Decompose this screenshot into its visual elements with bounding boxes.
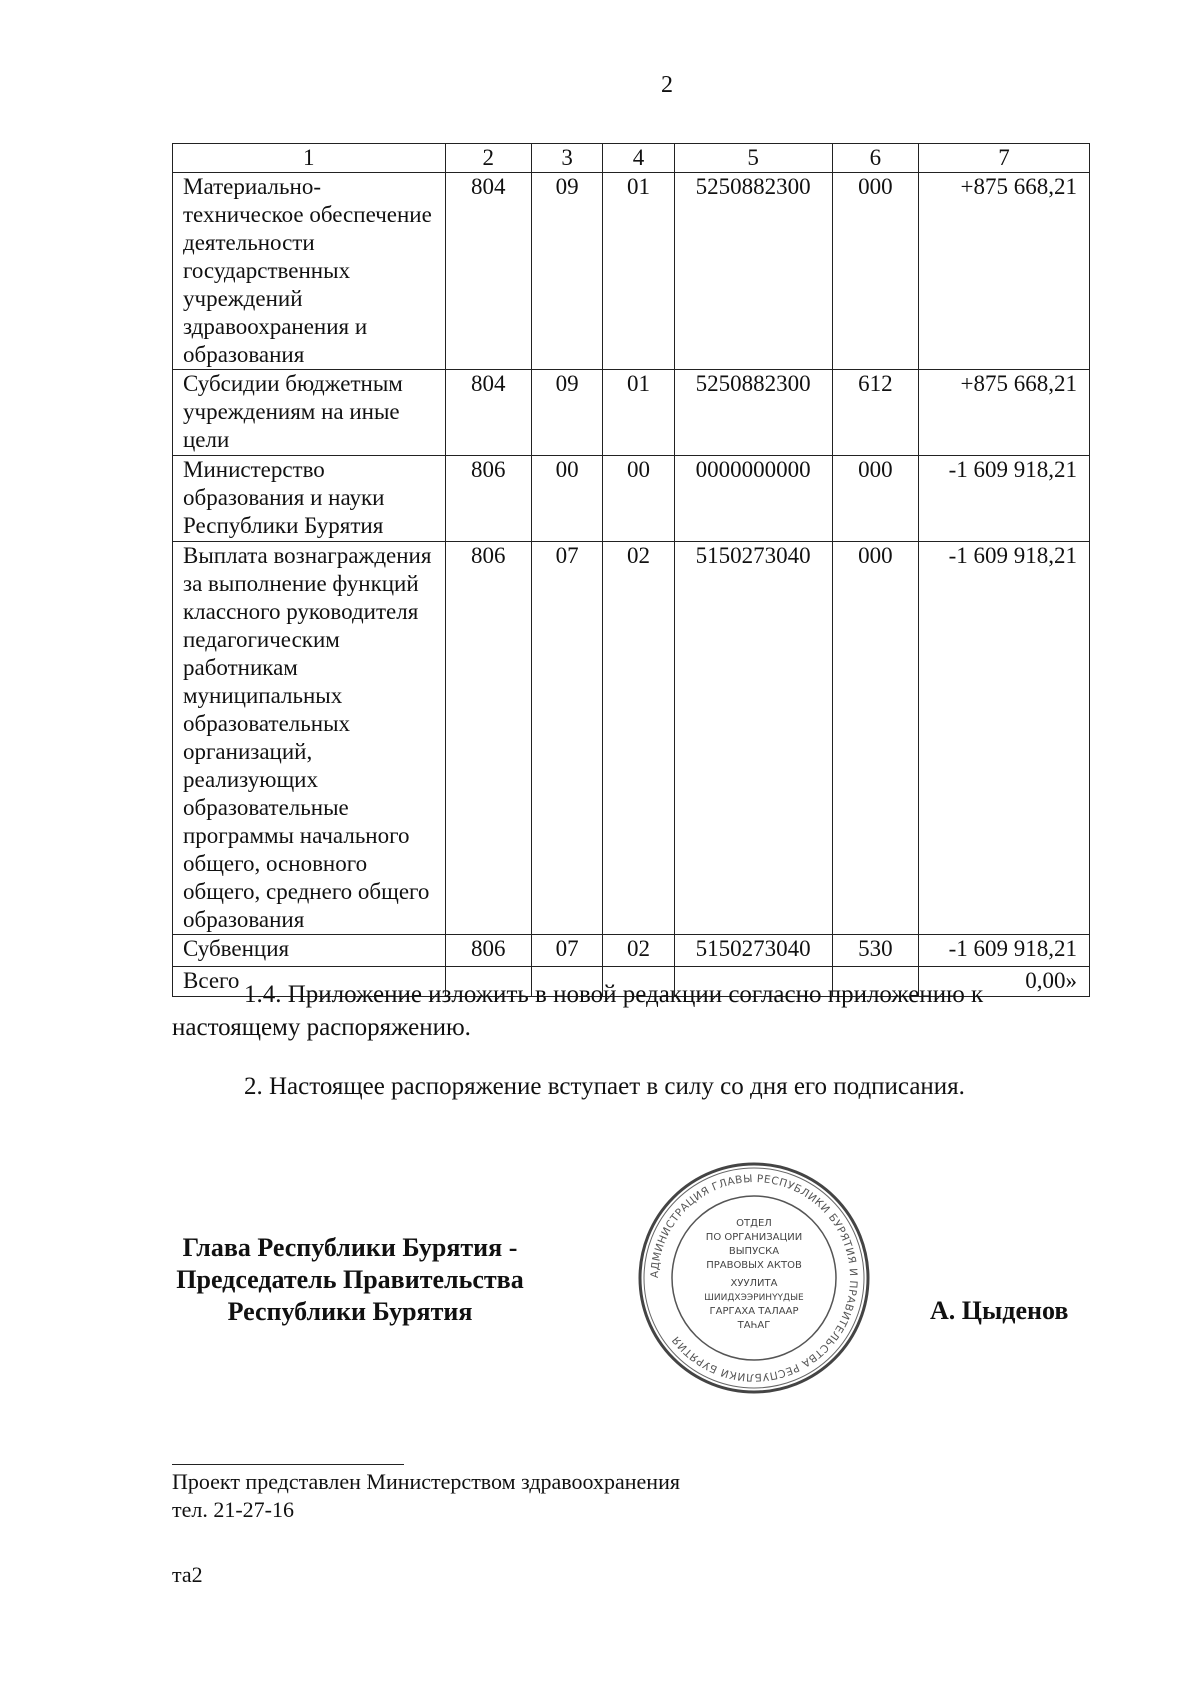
row-cell: 09 (532, 173, 603, 370)
table-row (173, 173, 1090, 370)
table-row (173, 370, 1090, 456)
seal-text-line: ОТДЕЛ (736, 1218, 772, 1229)
table-header-cell: 4 (603, 144, 674, 173)
row-cell: 02 (603, 542, 674, 935)
seal-outer-text: АДМИНИСТРАЦИЯ ГЛАВЫ РЕСПУБЛИКИ БУРЯТИЯ И ПРАВИТЕЛЬСТВА РЕСПУБЛИКИ БУРЯТИЯ (648, 1172, 860, 1384)
footnote (172, 1468, 680, 1524)
row-name: Субвенция (173, 935, 446, 967)
footnote-line: Проект представлен Министерством здравоохранения (172, 1469, 680, 1494)
signatory-title-line: Председатель Правительства (176, 1265, 524, 1294)
paragraph-2-text: 2. Настоящее распоряжение вступает в силу со дня его подписания. (244, 1073, 965, 1100)
row-cell: 5150273040 (674, 542, 832, 935)
row-amount: +875 668,21 (919, 173, 1090, 370)
row-cell: 612 (832, 370, 919, 456)
row-cell: 07 (532, 935, 603, 967)
row-cell: 00 (532, 456, 603, 542)
table-header-cell: 5 (674, 144, 832, 173)
signatory-title (140, 1232, 560, 1328)
row-cell: 00 (603, 456, 674, 542)
row-name: Выплата вознаграждения за выполнение функций классного руководителя педагогическим работникам муниципальных образовательных организаций, реализующих образовательные программы начального общего, основного общего, среднего общего образования (173, 542, 446, 935)
row-cell: 000 (832, 542, 919, 935)
table-header-cell: 6 (832, 144, 919, 173)
signatory-title-line: Глава Республики Бурятия - (182, 1233, 518, 1262)
signatory-title-line: Республики Бурятия (227, 1297, 473, 1326)
table-row (173, 935, 1090, 967)
row-cell: 806 (445, 935, 532, 967)
total-label: Всего (173, 967, 446, 997)
seal-text-line: ПРАВОВЫХ АКТОВ (706, 1260, 802, 1271)
row-cell: 000 (832, 173, 919, 370)
row-amount: -1 609 918,21 (919, 935, 1090, 967)
seal-text-line: ГАРГАХА ТАЛААР (709, 1306, 799, 1317)
document-code: та2 (172, 1562, 203, 1587)
row-cell: 02 (603, 935, 674, 967)
row-cell: 804 (445, 173, 532, 370)
footnote-line: тел. 21-27-16 (172, 1497, 295, 1522)
table-row (173, 456, 1090, 542)
seal-text-line: ХУУЛИТА (730, 1278, 778, 1289)
budget-table (172, 143, 1090, 997)
row-cell: 5250882300 (674, 173, 832, 370)
row-amount: -1 609 918,21 (919, 542, 1090, 935)
official-seal-icon (636, 1160, 872, 1396)
table-header-cell: 3 (532, 144, 603, 173)
row-cell: 530 (832, 935, 919, 967)
table-header-cell: 7 (919, 144, 1090, 173)
row-cell: 000 (832, 456, 919, 542)
row-cell: 5250882300 (674, 370, 832, 456)
row-cell: 806 (445, 542, 532, 935)
signatory-name: А. Цыденов (930, 1296, 1069, 1325)
footnote-divider (172, 1464, 404, 1465)
table-row (173, 542, 1090, 935)
paragraph-2 (172, 1070, 1092, 1103)
row-name: Субсидии бюджетным учреждениям на иные цели (173, 370, 446, 456)
paragraph-1-4-text: 1.4. Приложение изложить в новой редакции согласно приложению к настоящему распоряжению. (172, 981, 984, 1041)
row-cell: 0000000000 (674, 456, 832, 542)
row-cell: 01 (603, 173, 674, 370)
row-name: Министерство образования и науки Республики Бурятия (173, 456, 446, 542)
row-name: Материально-техническое обеспечение деятельности государственных учреждений здравоохранения и образования (173, 173, 446, 370)
paragraph-1-4 (172, 978, 1092, 1044)
seal-text-line: ШИИДХЭЭРИНҮҮДЫЕ (704, 1293, 804, 1303)
row-cell: 5150273040 (674, 935, 832, 967)
row-cell: 09 (532, 370, 603, 456)
seal-text-line: ТАҺАГ (737, 1320, 771, 1331)
table-header-cell: 1 (173, 144, 446, 173)
table-header-row (173, 144, 1090, 173)
row-amount: -1 609 918,21 (919, 456, 1090, 542)
page-number: 2 (661, 72, 673, 98)
row-cell: 07 (532, 542, 603, 935)
seal-text-line: ВЫПУСКА (728, 1246, 780, 1257)
row-cell: 806 (445, 456, 532, 542)
table-header-cell: 2 (445, 144, 532, 173)
row-cell: 804 (445, 370, 532, 456)
seal-text-line: ПО ОРГАНИЗАЦИИ (705, 1232, 803, 1243)
row-cell: 01 (603, 370, 674, 456)
total-amount: 0,00» (919, 967, 1090, 997)
row-amount: +875 668,21 (919, 370, 1090, 456)
